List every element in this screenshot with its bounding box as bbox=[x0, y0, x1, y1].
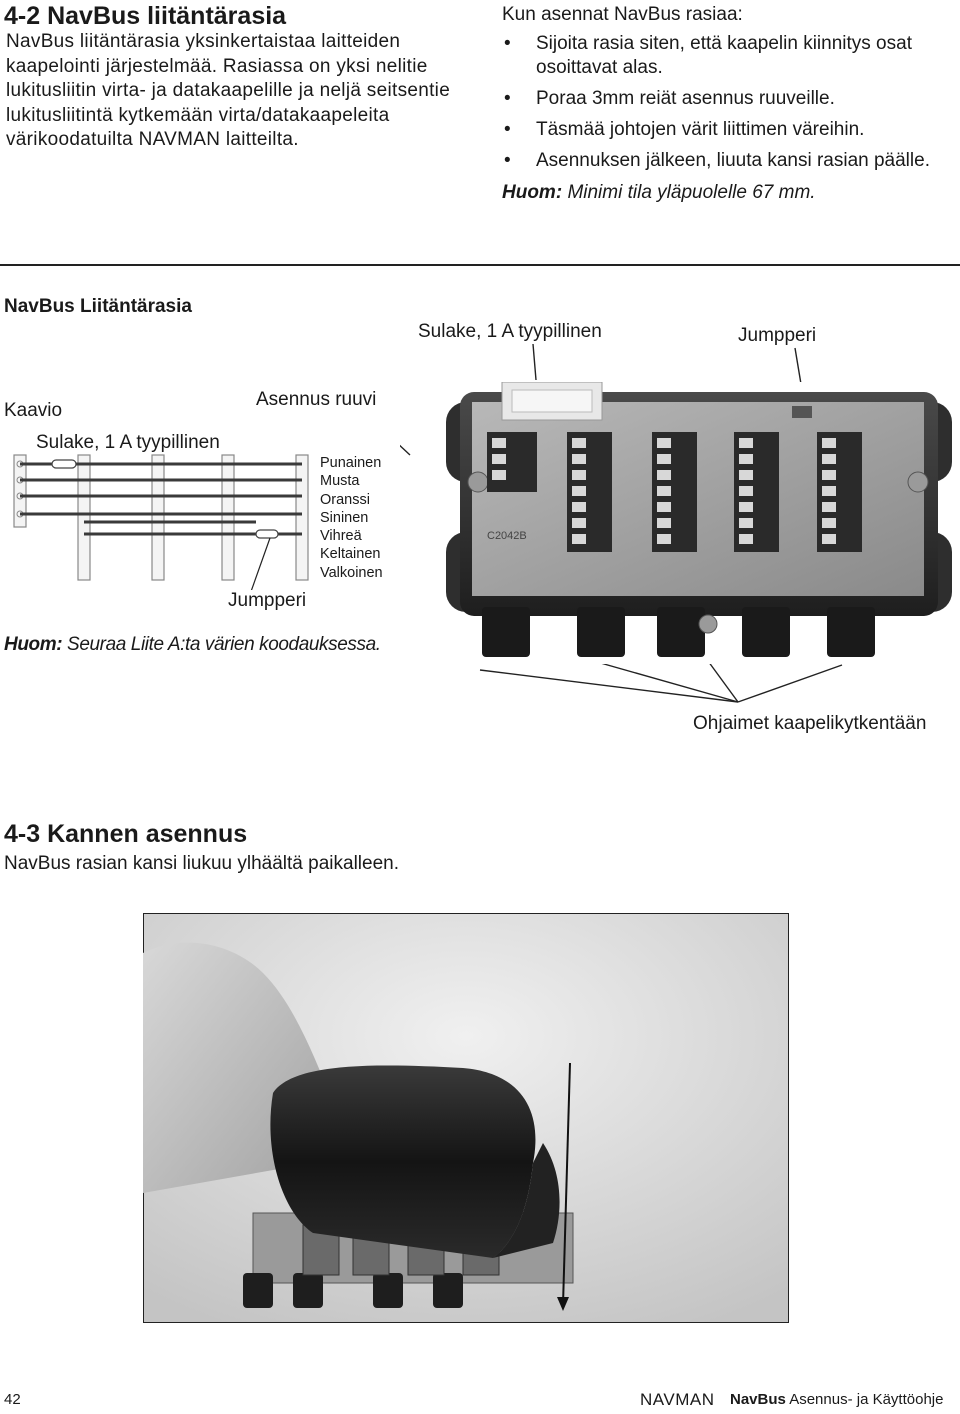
wiring-schematic bbox=[0, 440, 320, 590]
guides-label: Ohjaimet kaapelikytkentään bbox=[693, 713, 927, 734]
footer-brand: NAVMAN bbox=[640, 1390, 715, 1409]
cover-text: NavBus rasian kansi liukuu ylhäältä paikalleen. bbox=[4, 853, 400, 874]
bullet-icon: • bbox=[504, 119, 511, 140]
bullet-icon: • bbox=[504, 88, 511, 109]
jumper-label-top: Jumpperi bbox=[738, 325, 817, 346]
page-number: 42 bbox=[4, 1391, 21, 1408]
section-title-4-3: 4-3 Kannen asennus bbox=[4, 820, 248, 848]
wire-color-blue: Sininen bbox=[320, 509, 369, 526]
bullet-icon: • bbox=[504, 33, 511, 54]
figure-note: Huom: Seuraa Liite A:ta värien koodauksessa. bbox=[4, 634, 381, 655]
wire-color-red: Punainen bbox=[320, 455, 382, 471]
wire-color-list bbox=[320, 454, 383, 582]
installation-steps bbox=[502, 32, 952, 180]
board-marking: C2042B bbox=[487, 530, 527, 542]
jumper-label-bottom: Jumpperi bbox=[228, 590, 307, 611]
wire-color-black: Musta bbox=[320, 473, 360, 490]
list-item: • Täsmää johtojen värit liittimen väreihin. bbox=[504, 119, 865, 140]
fuse-symbol bbox=[52, 460, 76, 468]
section-title-4-2: 4-2 NavBus liitäntärasia bbox=[4, 2, 287, 30]
figure-title: NavBus Liitäntärasia bbox=[4, 296, 192, 317]
bullet-icon: • bbox=[504, 150, 511, 171]
section-divider bbox=[0, 264, 960, 266]
fuse-label-left: Sulake, 1 A tyypillinen bbox=[36, 432, 220, 453]
intro-paragraph: NavBus liitäntärasia yksinkertaistaa laitteiden kaapelointi järjestelmää. Rasiassa on yksi nelitie lukitusliitin virta- ja datakaapelille ja neljä seitsentie lukitusliitintä kytkemään virta/datakaapeleita värikoodatuilta NAVMAN laitteilta. bbox=[6, 31, 451, 150]
wire-color-green: Vihreä bbox=[320, 528, 362, 545]
list-item: • Poraa 3mm reiät asennus ruuveille. bbox=[504, 88, 835, 109]
jumper-symbol bbox=[256, 530, 278, 538]
fuse-label-top: Sulake, 1 A tyypillinen bbox=[418, 321, 602, 342]
wire-color-yellow: Keltainen bbox=[320, 546, 381, 563]
screw-label: Asennus ruuvi bbox=[256, 389, 377, 410]
cover-installation-photo bbox=[143, 913, 789, 1323]
schematic-label: Kaavio bbox=[4, 400, 63, 421]
junction-box-photo bbox=[442, 382, 956, 664]
footer-doc-title: NavBus Asennus- ja Käyttöohje bbox=[730, 1391, 944, 1408]
wire-color-orange: Oranssi bbox=[320, 491, 370, 508]
list-item: • Sijoita rasia siten, että kaapelin kiinnitys osat osoittavat alas. bbox=[504, 33, 912, 78]
list-item: • Asennuksen jälkeen, liuuta kansi rasian päälle. bbox=[504, 150, 930, 171]
installation-heading: Kun asennat NavBus rasiaa: bbox=[502, 4, 743, 25]
installation-note: Huom: Minimi tila yläpuolelle 67 mm. bbox=[502, 182, 816, 203]
wire-color-white: Valkoinen bbox=[320, 564, 383, 581]
